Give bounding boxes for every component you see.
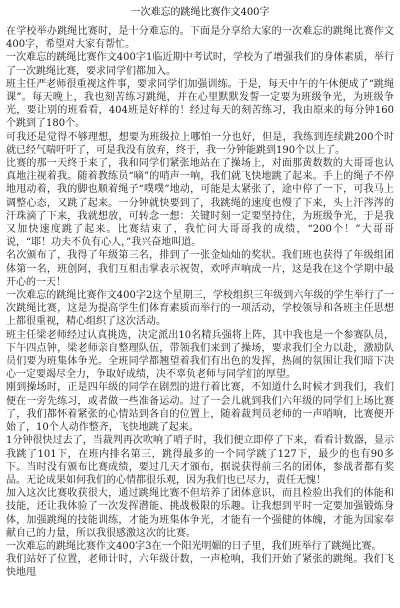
paragraph: 班主任梁老师经过认真挑选，决定派出10名精兵强将上阵，其中我也是一个参赛队员，下午四点钟，梁老师亲自整理队伍，带领我们来到了操场，要求我们全力以赴，激励队员们要为班集体争光。全班同学都翘望着我们有出色的发挥，热闹的氛围让我们暗下决心一定要竭尽全力，争取好成绩，决不辜负老师与同学们的厚望。 xyxy=(6,329,394,381)
paragraph: 一次难忘的跳绳比赛作文400字2这个星期三，学校组织三年级到六年级的学生举行了一次跳绳比赛，这是为提高学生们体育素质而举行的一项活动，学校领导和各班主任思想上都很重视，精心组织了这次活动。 xyxy=(6,290,394,328)
paragraph: 我们站好了位置，老师计时，六年级计数，一声枪响，我们开始了紧张的跳绳。我们飞快地甩 xyxy=(6,554,394,579)
paragraph: 一次难忘的跳绳比赛作文400字3在一个阳光明媚的日子里，我们班举行了跳绳比赛。 xyxy=(6,540,382,552)
paragraph: 在学校举办跳绳比赛时，是十分难忘的。下面是分享给大家的一次难忘的跳绳比赛作文400字，希望对大家有帮忙。 xyxy=(6,26,394,51)
paragraph: 1分钟很快过去了，当裁判再次吹响了哨子时，我们便立即停了下来，看看计数器，显示我跳了101下，在班内排名第三，跳得最多的一个同学跳了127下，最少的也有90多下。当时没有颁布比赛成绩，要过几天才颁布，据说获得前三名的团体，参战者都有奖品。无论成果如何我们的心情都很乐观，因为我们也已尽力，责任无愧！ xyxy=(6,435,394,486)
paragraph: 可我还是觉得不够理想，想要为班级拉上哪怕一分也好，但是，我练到连续跳200个时就已经气喘吁吁了，可是我没有放弃，终于，我一分钟能跳到190个以上了。 xyxy=(6,131,394,156)
paragraph: 班主任严老师很重视这件事，要求同学们加强训练。于是，每天中午的午休便成了“跳绳课”。每天晚上，我也刻苦练习跳绳，并在心里默默发誓一定要为班级争光，为班级争光，要让别的班看看，404班是好样的！经过每天的刻苦练习，我由原来的每分钟160个跳到了180个。 xyxy=(6,78,394,130)
document-title: 一次难忘的跳绳比赛作文400字 xyxy=(130,7,270,18)
paragraph: 加入这次比赛收获很大，通过跳绳比赛不但培养了团体意识，而且检验出我们的体能和技能，还让我体验了一次发挥潜能、挑战极限的乐趣。让我想到平时一定要加强锻炼身体，加强跳绳的技能训练，才能为班集体争光，才能有一个强健的体魄，才能为国家奉献自己的力量，所以我很感激这次的比赛。 xyxy=(6,488,394,539)
paragraph: 名次颁布了，我得了年级第三名，排到了一张金灿灿的奖状。我们班也获得了年级组团体第一名，班创阿，我们互相击掌表示祝贺，欢呼声响成一片，这是我在这个学期中最开心的一天！ xyxy=(6,250,394,288)
document-body xyxy=(6,25,394,580)
paragraph: 一次难忘的跳绳比赛作文400字1临近期中考试时，学校为了增强我们的身体素质，举行了一次跳绳比赛，要求同学们都加入。 xyxy=(6,52,394,77)
paragraph: 比赛的那一天终于来了，我和同学们紧张地站在了操场上，对面那黄数数的大哥哥也认真地注视着我。随着教练员“嘀”的哨声一响，我们就飞快地跳了起来。手上的绳子不停地甩动着，我的脚也顺着绳子“噗噗”地动，可能是太紧张了，途中停了一下，可我马上调整心态，又跳了起来。一分钟就快要到了，我跳绳的速度也慢了下来，头上汗涔涔的汗珠滴了下来，我就想放，可转念一想：关键时刻一定要坚持住，为班级争光，于是我又加快速度跳了起来。比赛结束了，我忙问大哥哥我的成绩，“200个！”大哥哥说，“耶！功夫不负有心人，”我兴奋地叫道。 xyxy=(6,158,394,249)
paragraph: 刚到操场时，正是四年级的同学在剧烈的进行着比赛，不知道什么时候才到我们，我们便在一旁先练习，或者做一些准备运动。过了一会儿就到我们六年级的同学们上场比赛了，我们都怀着紧张的心情站到各自的位置上，随着裁判员老师的一声哨响，比赛便开始了，10个人动作整齐，飞快地跳了起来。 xyxy=(6,382,394,434)
